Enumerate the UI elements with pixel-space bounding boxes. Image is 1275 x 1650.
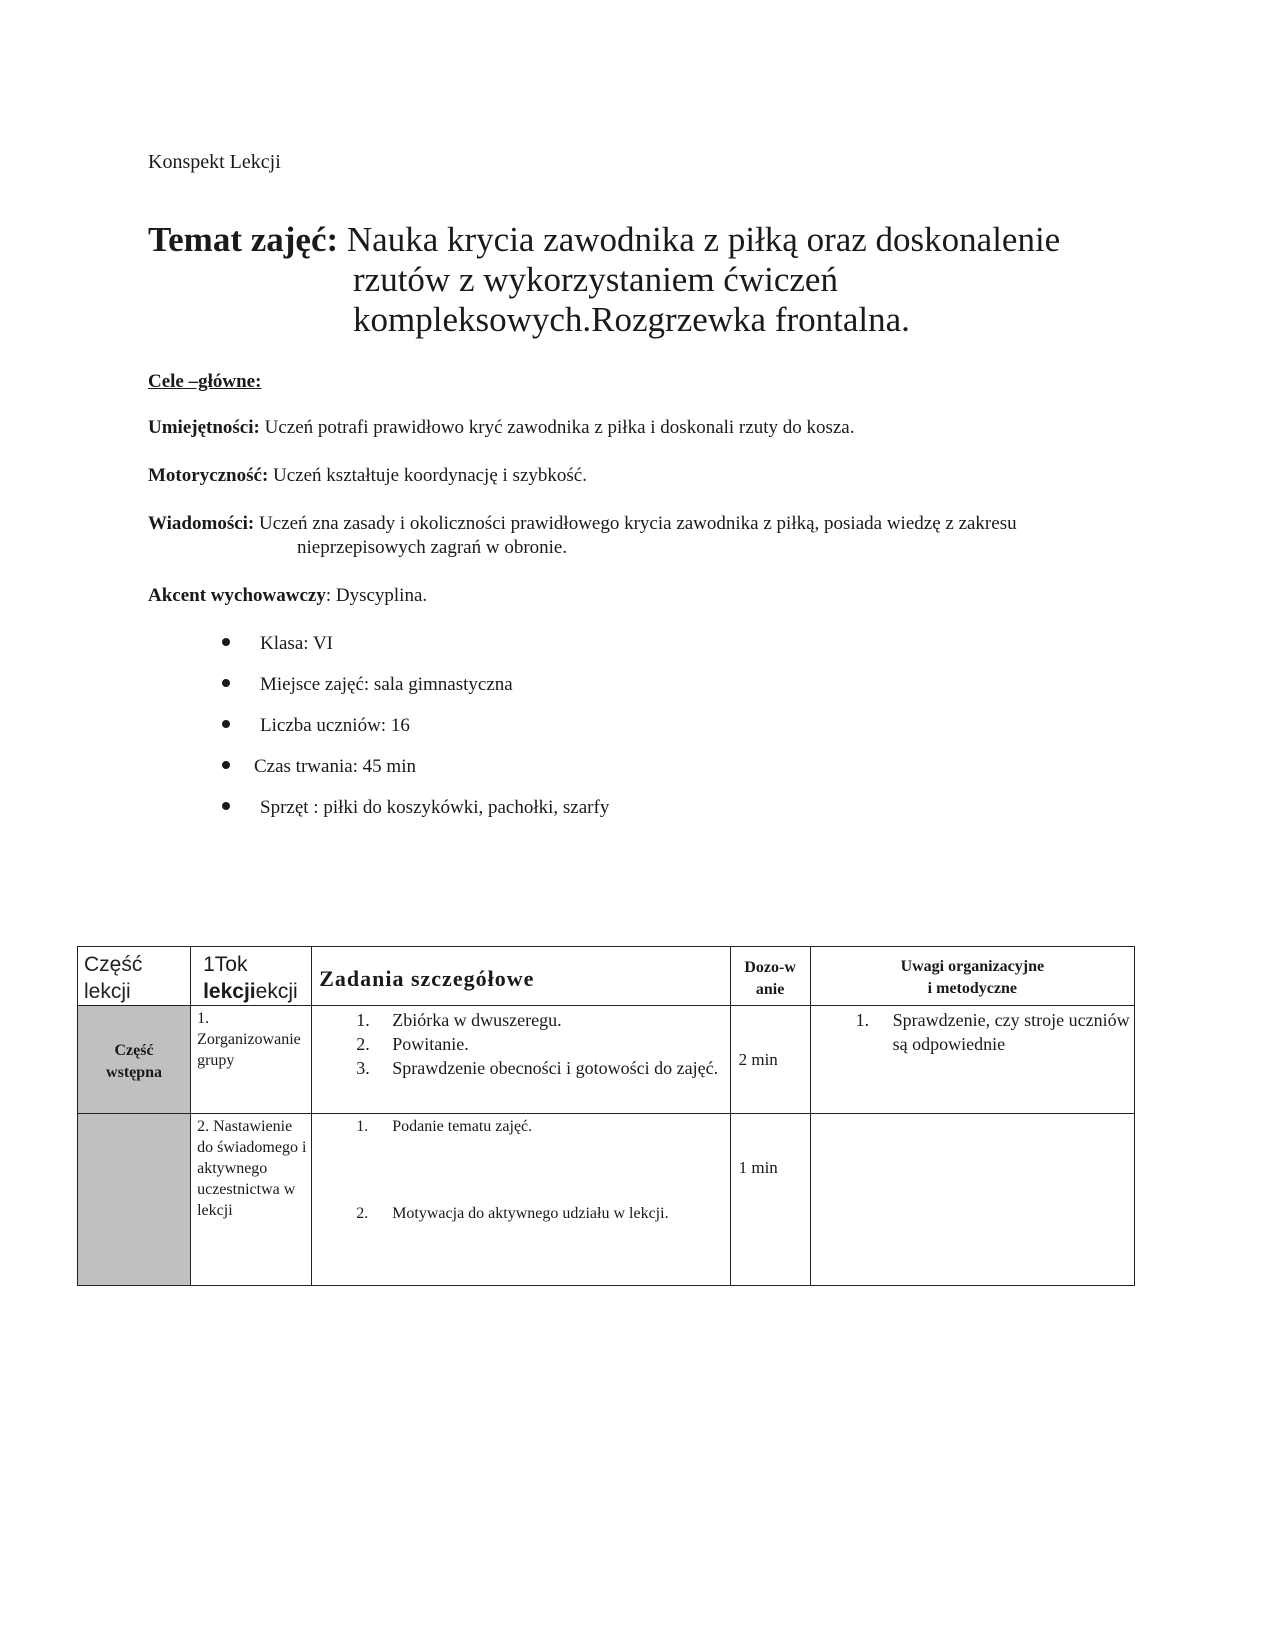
info-item-equipment — [222, 797, 609, 819]
dosage-cell: 1 min — [730, 1114, 810, 1286]
bullet-icon — [222, 679, 230, 687]
notes-cell — [810, 1006, 1134, 1114]
stage-cell: 1. Zorganizowanie grupy — [191, 1006, 312, 1114]
lesson-plan-table — [77, 946, 1135, 1286]
header-lesson-course — [191, 947, 312, 1006]
info-item-text: Sprzęt : piłki do koszykówki, pachołki, szarfy — [260, 797, 610, 818]
knowledge-label: Wiadomości: — [148, 513, 255, 534]
task-text: Sprawdzenie obecności i gotowości do zajęć. — [392, 1058, 719, 1078]
topic-label: Temat zajęć: — [148, 220, 339, 259]
header-text: anie — [755, 981, 785, 998]
header-dosage — [730, 947, 810, 1006]
header-text-bold: lekcji — [203, 980, 256, 1003]
skills-paragraph — [148, 417, 854, 439]
topic-line-3: kompleksowych.Rozgrzewka frontalna. — [353, 300, 910, 339]
task-text: Motywacja do aktywnego udziału w lekcji. — [392, 1205, 669, 1222]
list-item: 2. Powitanie. — [356, 1034, 469, 1054]
skills-label: Umiejętności: — [148, 417, 260, 438]
header-lesson-part — [78, 947, 191, 1006]
info-item-text: Miejsce zajęć: sala gimnastyczna — [260, 674, 513, 695]
list-item: 1. Sprawdzenie, czy stroje uczniów są odpowiednie — [855, 1010, 1130, 1054]
dosage-cell: 2 min — [730, 1006, 810, 1114]
topic-line-1: Nauka krycia zawodnika z piłką oraz doskonalenie — [346, 220, 1061, 259]
section-label: wstępna — [106, 1064, 163, 1081]
header-text: Część — [84, 953, 143, 976]
task-text: Podanie tematu zajęć. — [392, 1118, 533, 1135]
info-item-class — [222, 633, 333, 655]
notes-list — [811, 1008, 1134, 1056]
tasks-list — [312, 1116, 729, 1225]
motor-label: Motoryczność: — [148, 465, 269, 486]
tasks-cell — [312, 1114, 730, 1286]
note-text: Sprawdzenie, czy stroje uczniów są odpowiednie — [892, 1010, 1130, 1054]
list-item: 1. Podanie tematu zajęć. — [356, 1118, 533, 1135]
educational-paragraph — [148, 585, 427, 607]
bullet-icon — [222, 638, 230, 646]
table-row — [78, 1114, 1135, 1286]
tasks-list — [312, 1008, 729, 1080]
section-cell — [78, 1114, 191, 1286]
educational-label: Akcent wychowawczy — [148, 585, 326, 606]
info-item-students — [222, 715, 410, 737]
table-row — [78, 1006, 1135, 1114]
bullet-icon — [222, 802, 230, 810]
goals-heading: Cele –główne: — [148, 371, 262, 392]
table-header-row — [78, 947, 1135, 1006]
list-item: 3. Sprawdzenie obecności i gotowości do zajęć. — [356, 1058, 719, 1078]
bullet-icon — [222, 720, 230, 728]
document-header: Konspekt Lekcji — [148, 151, 281, 173]
notes-cell — [810, 1114, 1134, 1286]
info-item-place — [222, 674, 513, 696]
tasks-cell — [312, 1006, 730, 1114]
header-notes — [810, 947, 1134, 1006]
knowledge-text-continued: nieprzepisowych zagrań w obronie. — [297, 537, 568, 558]
knowledge-text: Uczeń zna zasady i okoliczności prawidłowego krycia zawodnika z piłką, posiada wiedzę z zakresu — [254, 513, 1017, 534]
motor-paragraph — [148, 465, 587, 487]
motor-text: Uczeń kształtuje koordynację i szybkość. — [268, 465, 587, 486]
info-item-text: Czas trwania: 45 min — [254, 756, 416, 777]
list-item: 2. Motywacja do aktywnego udziału w lekcji. — [356, 1205, 669, 1222]
stage-cell: 2. Nastawienie do świadomego i aktywnego uczestnictwa w lekcji — [191, 1114, 312, 1286]
task-text: Zbiórka w dwuszeregu. — [392, 1010, 562, 1030]
header-text — [203, 978, 311, 1005]
skills-text: Uczeń potrafi prawidłowo kryć zawodnika z piłka i doskonali rzuty do kosza. — [259, 417, 855, 438]
header-text: lekcji — [84, 980, 131, 1003]
section-label: Część — [114, 1042, 154, 1059]
header-text: 1Tok — [203, 953, 248, 976]
knowledge-paragraph — [148, 513, 1017, 535]
header-text: Dozo-w — [744, 959, 796, 976]
bullet-icon — [222, 761, 230, 769]
header-text: i metodyczne — [927, 980, 1017, 997]
task-text: Powitanie. — [392, 1034, 469, 1054]
header-tasks: Zadania szczegółowe — [312, 947, 730, 1006]
info-item-text: Klasa: VI — [260, 633, 333, 654]
header-text: Uwagi organizacyjne — [900, 958, 1045, 975]
header-text-rest: ekcji — [255, 980, 298, 1003]
info-item-duration — [222, 756, 416, 778]
info-item-text: Liczba uczniów: 16 — [260, 715, 410, 736]
topic-line-2: rzutów z wykorzystaniem ćwiczeń — [353, 260, 838, 299]
educational-text: : Dyscyplina. — [325, 585, 428, 606]
list-item: 1. Zbiórka w dwuszeregu. — [356, 1010, 562, 1030]
section-cell — [78, 1006, 191, 1114]
